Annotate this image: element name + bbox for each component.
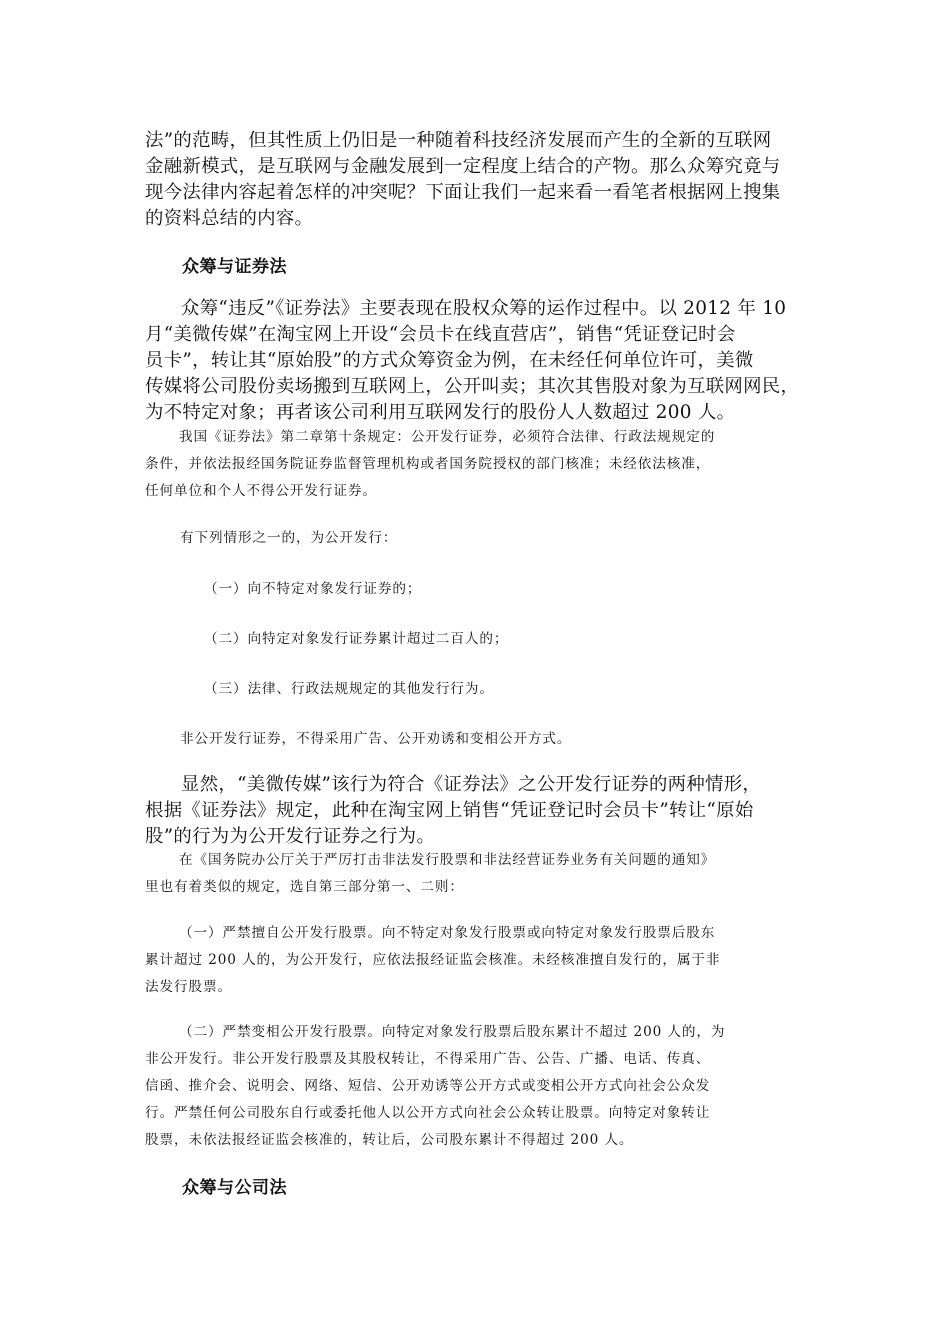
non-public-offering-note: 非公开发行证券，不得采用广告、公开劝诱和变相公开方式。 bbox=[180, 731, 572, 747]
section-heading-securities-law: 众筹与证券法 bbox=[182, 257, 287, 277]
rule-line: （二）严禁变相公开发行股票。向特定对象发行股票后股东累计不超过 200 人的，为 bbox=[179, 1024, 726, 1040]
public-offering-case: （一）向不特定对象发行证券的； bbox=[204, 581, 422, 597]
notice-line: 在《国务院办公厅关于严厉打击非法发行股票和非法经营证券业务有关问题的通知》 bbox=[179, 852, 716, 868]
rule-line: 行。严禁任何公司股东自行或委托他人以公开方式向社会公众转让股票。向特定对象转让 bbox=[145, 1105, 711, 1121]
intro-paragraph bbox=[145, 128, 807, 232]
rule-line: 法发行股票。 bbox=[145, 979, 232, 995]
rule-line: 非公开发行。非公开发行股票及其股权转让，不得采用广告、公告、广播、电话、传真、 bbox=[145, 1051, 711, 1067]
paragraph-line: 传媒将公司股份卖场搬到互联网上，公开叫卖；其次其售股对象为互联网网民， bbox=[145, 376, 800, 397]
rule-line: 累计超过 200 人的，为公开发行，应依法报经证监会核准。未经核准擅自发行的，属于非 bbox=[145, 952, 721, 968]
public-offering-case: （二）向特定对象发行证券累计超过二百人的； bbox=[204, 631, 509, 647]
state-council-notice-intro bbox=[145, 847, 807, 901]
paragraph-line: 月“美微传媒”在淘宝网上开设“会员卡在线直营店”，销售“凭证登记时会 bbox=[145, 324, 736, 345]
securities-paragraph-2 bbox=[145, 772, 807, 850]
quote-line: 条件，并依法报经国务院证券监督管理机构或者国务院授权的部门核准；未经依法核准， bbox=[145, 456, 711, 472]
securities-law-quote bbox=[145, 424, 807, 505]
paragraph-line: 股”的行为为公开发行证券之行为。 bbox=[145, 826, 436, 847]
quote-line: 任何单位和个人不得公开发行证券。 bbox=[145, 483, 377, 499]
intro-line: 法”的范畴，但其性质上仍旧是一种随着科技经济发展而产生的全新的互联网 bbox=[145, 130, 772, 151]
paragraph-line: 为不特定对象；再者该公司利用互联网发行的股份人人数超过 200 人。 bbox=[145, 402, 736, 423]
intro-line: 的资料总结的内容。 bbox=[145, 208, 314, 229]
securities-paragraph-1 bbox=[145, 296, 807, 426]
rule-line: 股票，未依法报经证监会核准的，转让后，公司股东累计不得超过 200 人。 bbox=[145, 1132, 634, 1148]
notice-rule-1 bbox=[145, 920, 807, 1001]
rule-line: （一）严禁擅自公开发行股票。向不特定对象发行股票或向特定对象发行股票后股东 bbox=[179, 925, 716, 941]
public-offering-cases-intro: 有下列情形之一的，为公开发行： bbox=[180, 530, 398, 546]
paragraph-line: 根据《证券法》规定，此种在淘宝网上销售“凭证登记时会员卡”转让“原始 bbox=[145, 800, 754, 821]
intro-line: 金融新模式，是互联网与金融发展到一定程度上结合的产物。那么众筹究竟与 bbox=[145, 156, 781, 177]
section-heading-company-law: 众筹与公司法 bbox=[182, 1178, 287, 1198]
quote-line: 我国《证券法》第二章第十条规定：公开发行证券，必须符合法律、行政法规规定的 bbox=[179, 429, 716, 445]
paragraph-line: 众筹“违反”《证券法》主要表现在股权众筹的运作过程中。以 2012 年 10 bbox=[181, 298, 787, 319]
intro-line: 现今法律内容起着怎样的冲突呢？下面让我们一起来看一看笔者根据网上搜集 bbox=[145, 182, 781, 203]
rule-line: 信函、推介会、说明会、网络、短信、公开劝诱等公开方式或变相公开方式向社会公众发 bbox=[145, 1078, 711, 1094]
notice-line: 里也有着类似的规定，选自第三部分第一、二则： bbox=[145, 879, 464, 895]
public-offering-case: （三）法律、行政法规规定的其他发行行为。 bbox=[204, 681, 494, 697]
paragraph-line: 显然，“美微传媒”该行为符合《证券法》之公开发行证券的两种情形， bbox=[181, 774, 762, 795]
notice-rule-2 bbox=[145, 1019, 807, 1154]
paragraph-line: 员卡”，转让其“原始股”的方式众筹资金为例，在未经任何单位许可，美微 bbox=[145, 350, 754, 371]
